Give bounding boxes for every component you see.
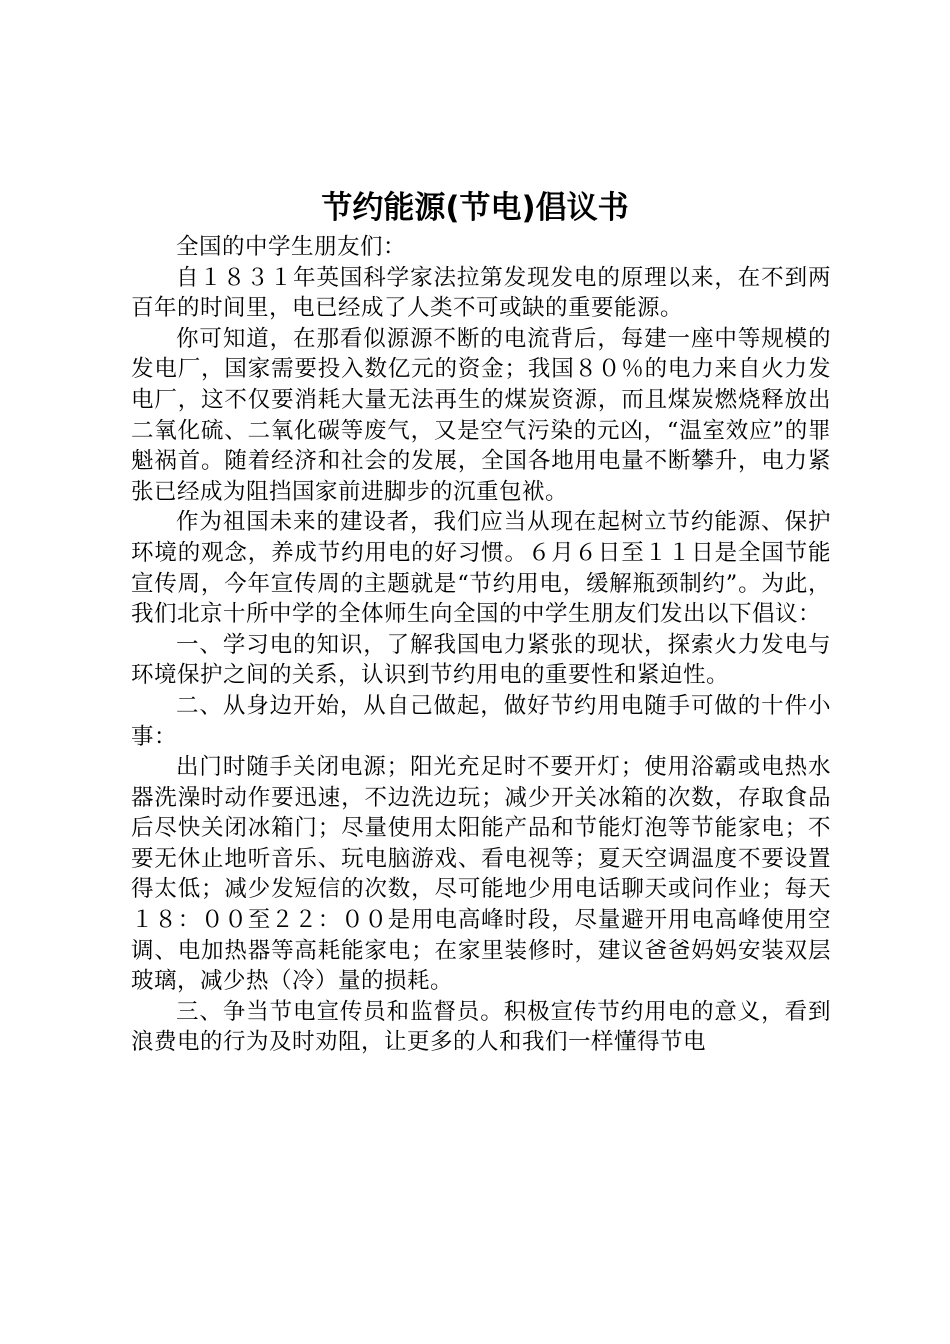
paragraph-call: 作为祖国未来的建设者，我们应当从现在起树立节约能源、保护环境的观念，养成节约用电的好习惯。６月６日至１１日是全国节能宣传周，今年宣传周的主题就是“节约用电，缓解瓶颈制约”。为此，我们北京十所中学的全体师生向全国的中学生朋友们发出以下倡议： bbox=[131, 509, 831, 628]
document-title: 节约能源(节电)倡议书 bbox=[321, 190, 629, 226]
paragraph-background: 你可知道，在那看似源源不断的电流背后，每建一座中等规模的发电厂，国家需要投入数亿元的资金；我国８０％的电力来自火力发电厂，这不仅要消耗大量无法再生的煤炭资源，而且煤炭燃烧释放出二氧化硫、二氧化碳等废气，又是空气污染的元凶，“温室效应”的罪魁祸首。随着经济和社会的发展，全国各地用电量不断攀升，电力紧张已经成为阻挡国家前进脚步的沉重包袱。 bbox=[131, 325, 831, 505]
paragraph-history: 自１８３１年英国科学家法拉第发现发电的原理以来，在不到两百年的时间里，电已经成了人类不可或缺的重要能源。 bbox=[131, 264, 831, 322]
proposal-item-3: 三、争当节电宣传员和监督员。积极宣传节约用电的意义，看到浪费电的行为及时劝阻，让更多的人和我们一样懂得节电 bbox=[131, 998, 831, 1056]
document-body bbox=[131, 232, 831, 1058]
salutation: 全国的中学生朋友们： bbox=[176, 234, 407, 260]
proposal-item-2-details: 出门时随手关闭电源；阳光充足时不要开灯；使用浴霸或电热水器洗澡时动作要迅速，不边洗边玩；减少开关冰箱的次数，存取食品后尽快关闭冰箱门；尽量使用太阳能产品和节能灯泡等节能家电；不要无休止地听音乐、玩电脑游戏、看电视等；夏天空调温度不要设置得太低；减少发短信的次数，尽可能地少用电话聊天或问作业；每天１８：００至２２：００是用电高峰时段，尽量避开用电高峰使用空调、电加热器等高耗能家电；在家里装修时，建议爸爸妈妈安装双层玻璃，减少热（冷）量的损耗。 bbox=[131, 754, 831, 995]
proposal-item-1: 一、学习电的知识，了解我国电力紧张的现状，探索火力发电与环境保护之间的关系，认识到节约用电的重要性和紧迫性。 bbox=[131, 631, 831, 689]
proposal-item-2: 二、从身边开始，从自己做起，做好节约用电随手可做的十件小事： bbox=[131, 692, 831, 750]
